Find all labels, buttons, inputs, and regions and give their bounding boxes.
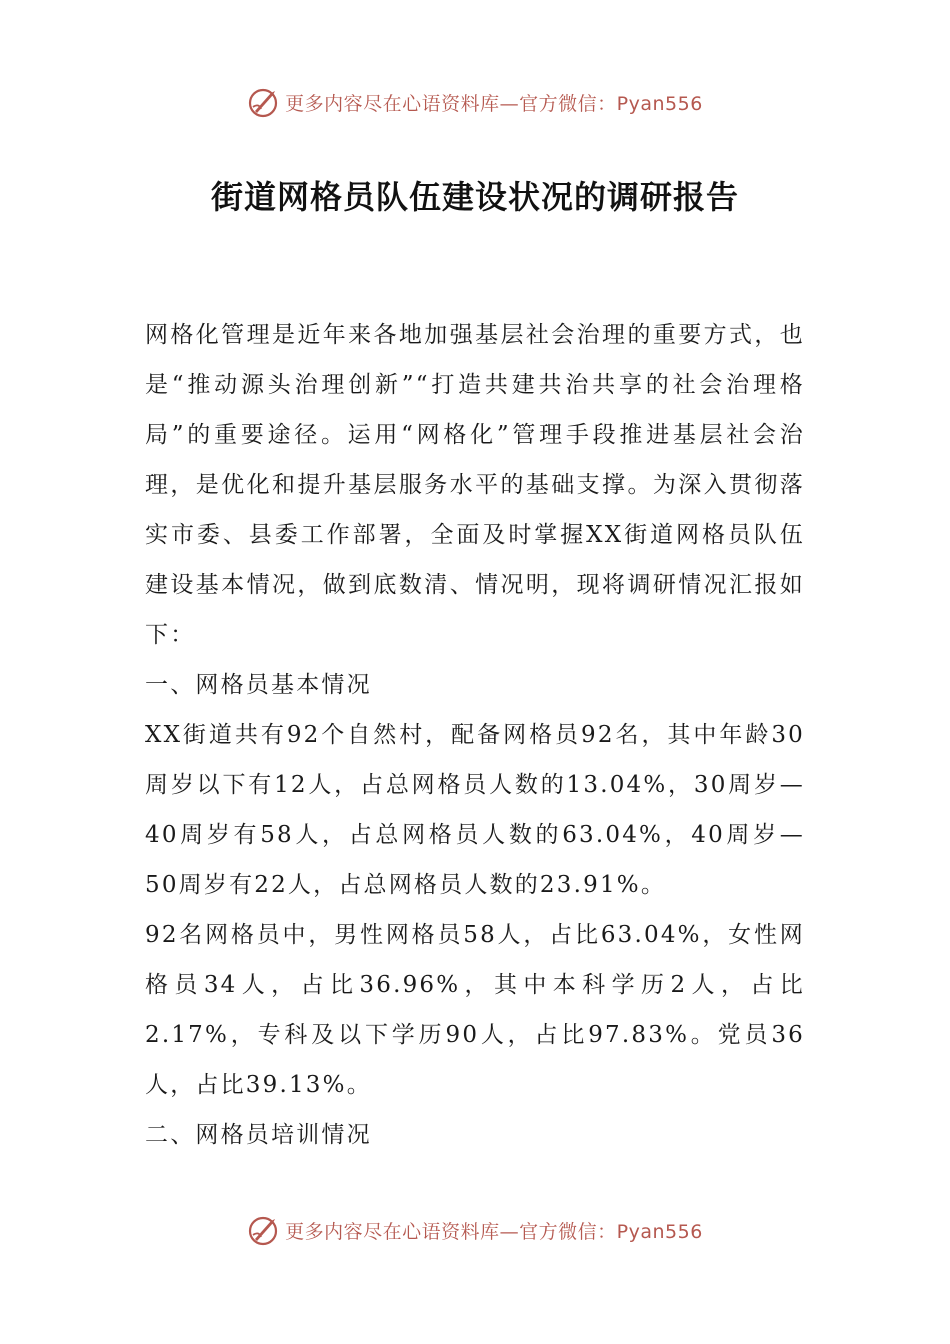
footer-watermark — [0, 1212, 950, 1248]
header-watermark — [0, 84, 950, 120]
watermark-text: 更多内容尽在心语资料库—官方微信：Pyan556 — [285, 92, 703, 115]
watermark-text: 更多内容尽在心语资料库—官方微信：Pyan556 — [285, 1220, 703, 1243]
gender-education-paragraph: 92名网格员中，男性网格员58人，占比63.04%，女性网格员34人，占比36.96%，其中本科学历2人，占比2.17%，专科及以下学历90人，占比97.83%。党员36人，占比39.13%。 — [145, 922, 805, 1098]
pen-logo-icon — [247, 1213, 281, 1247]
section-heading-1: 一、网格员基本情况 — [145, 672, 372, 698]
age-paragraph: XX街道共有92个自然村，配备网格员92名，其中年龄30周岁以下有12人，占总网格员人数的13.04%，30周岁—40周岁有58人，占总网格员人数的63.04%，40周岁—50周岁有22人，占总网格员人数的23.91%。 — [145, 722, 805, 898]
document-title: 街道网格员队伍建设状况的调研报告 — [210, 178, 739, 216]
pen-logo-icon — [247, 85, 281, 119]
intro-paragraph: 网格化管理是近年来各地加强基层社会治理的重要方式，也是“推动源头治理创新”“打造共建共治共享的社会治理格局”的重要途径。运用“网格化”管理手段推进基层社会治理，是优化和提升基层服务水平的基础支撑。为深入贯彻落实市委、县委工作部署，全面及时掌握XX街道网格员队伍建设基本情况，做到底数清、情况明，现将调研情况汇报如下： — [145, 322, 805, 648]
document-body — [145, 310, 805, 1160]
section-heading-2: 二、网格员培训情况 — [145, 1122, 372, 1148]
